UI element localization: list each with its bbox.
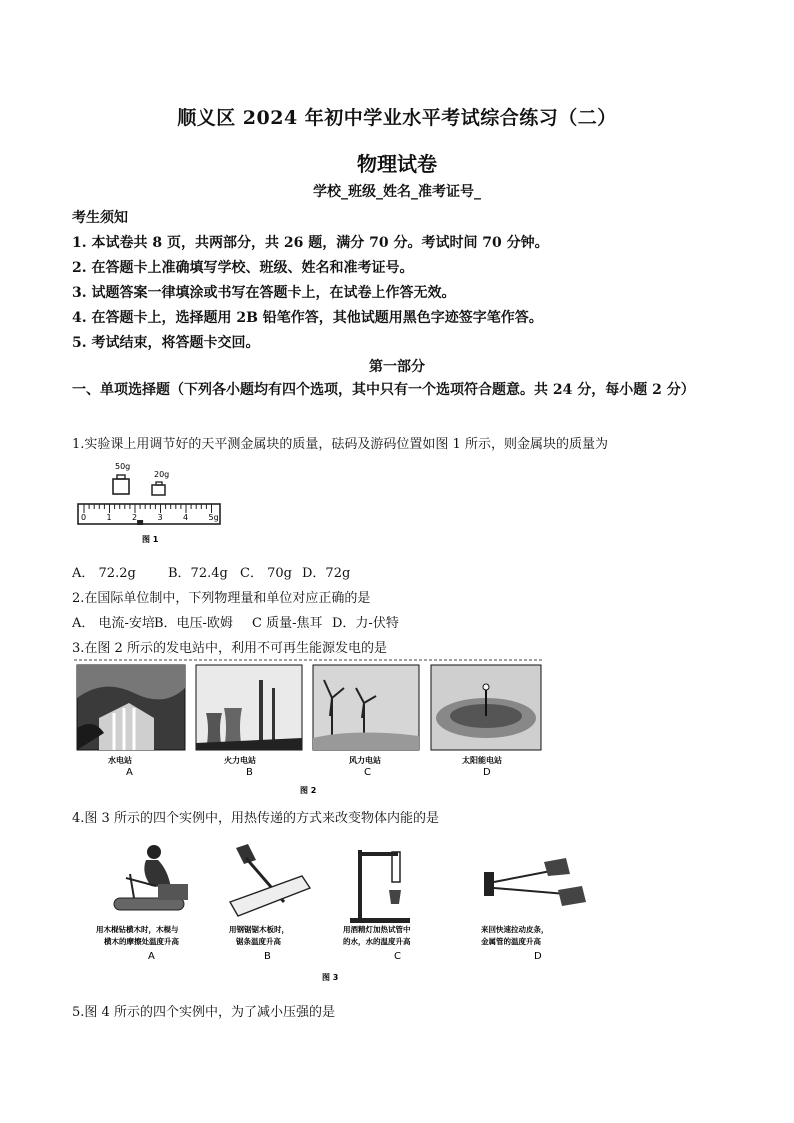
option-b[interactable]: B．电压-欧姆 (154, 616, 233, 631)
question-1-text: 1.实验课上用调节好的天平测金属块的质量，砝码及游码位置如图 1 所示，则金属块的质量为 (72, 437, 608, 452)
figure-1-caption: 图 1 (142, 535, 159, 544)
wind-station-image (313, 665, 419, 750)
weight-20g (152, 485, 165, 495)
option-b[interactable]: B．72.4g (168, 566, 228, 581)
panel-letter: C (364, 767, 371, 778)
scale-tick-label: 2 (132, 513, 138, 522)
panel-label: 水电站 (108, 756, 132, 765)
notice-item: 2. 在答题卡上准确填写学校、班级、姓名和准考证号。 (72, 260, 414, 276)
notice-item: 3. 试题答案一律填涂或书写在答题卡上，在试卷上作答无效。 (72, 285, 456, 301)
scale-ticks (81, 504, 219, 522)
solar-station-image (431, 665, 541, 750)
question-5-text: 5.图 4 所示的四个实例中，为了减小压强的是 (72, 1005, 335, 1020)
panel-letter: D (483, 767, 491, 778)
exam-subtitle: 物理试卷 (357, 152, 437, 176)
part-heading: 第一部分 (369, 359, 425, 375)
scale-tick-label: 5g (208, 513, 219, 522)
scale-tick-label: 0 (81, 513, 87, 522)
panel-caption: 用木棍钻横木时，木棍与 (96, 925, 179, 934)
student-info-line: 学校_班级_姓名_准考证号_ (313, 184, 481, 200)
option-d[interactable]: D．72g (302, 566, 351, 581)
hydro-station-image (77, 665, 185, 750)
question-1-options (72, 562, 350, 581)
panel-caption: 用钢锯锯木板时， (229, 925, 289, 934)
panel-letter: B (246, 767, 253, 778)
scale-tick-label: 1 (106, 513, 112, 522)
notice-item: 1. 本试卷共 8 页，共两部分，共 26 题，满分 70 分。考试时间 70 分钟。 (72, 235, 549, 251)
figure-1-balance-rider (76, 460, 226, 548)
exam-title: 顺义区 2024 年初中学业水平考试综合练习（二） (177, 107, 617, 129)
weight-50g-label: 50g (115, 462, 131, 471)
weight-50g (113, 479, 129, 494)
figure-3-caption: 图 3 (322, 973, 339, 982)
panel-label: 火力电站 (224, 756, 256, 765)
panel-letter: D (534, 951, 542, 962)
sawing-illustration (230, 844, 310, 916)
panel-letter: B (264, 951, 271, 962)
thermal-station-image (196, 665, 302, 750)
pulling-belt-illustration (484, 858, 586, 906)
panel-label: 太阳能电站 (462, 756, 502, 765)
option-d[interactable]: D．力-伏特 (332, 616, 399, 631)
figure-2-caption: 图 2 (300, 786, 317, 795)
panel-caption: 锯条温度升高 (236, 937, 281, 946)
drilling-wood-illustration (114, 845, 188, 910)
rider-marker (137, 520, 143, 525)
panel-letter: C (394, 951, 401, 962)
question-2-text: 2.在国际单位制中，下列物理量和单位对应正确的是 (72, 591, 371, 606)
option-c[interactable]: C． 70g (240, 566, 292, 581)
weight-20g-label: 20g (154, 470, 170, 479)
question-2-options (72, 612, 399, 631)
panel-label: 风力电站 (349, 756, 381, 765)
notice-heading: 考生须知 (72, 210, 128, 226)
question-3-text: 3.在图 2 所示的发电站中，利用不可再生能源发电的是 (72, 641, 387, 656)
notice-item: 4. 在答题卡上，选择题用 2B 铅笔作答，其他试题用黑色字迹签字笔作答。 (72, 310, 543, 326)
option-a[interactable]: A． 72.2g (72, 566, 136, 581)
scale-tick-label: 4 (183, 513, 189, 522)
panel-caption: 金属管的温度升高 (481, 937, 541, 946)
scale-tick-label: 3 (157, 513, 163, 522)
alcohol-lamp-illustration (350, 850, 410, 923)
option-c[interactable]: C 质量-焦耳 (252, 616, 323, 631)
notice-item: 5. 考试结束，将答题卡交回。 (72, 335, 260, 351)
section-title: 一、单项选择题（下列各小题均有四个选项，其中只有一个选项符合题意。共 24 分，每小题 2 分） (72, 382, 695, 398)
panel-letter: A (148, 951, 155, 962)
panel-caption: 的水，水的温度升高 (343, 937, 411, 946)
panel-letter: A (126, 767, 133, 778)
figure-3-heat-examples (96, 838, 606, 988)
figure-2-power-stations (74, 658, 544, 800)
panel-caption: 横木的摩擦处温度升高 (104, 937, 179, 946)
panel-caption: 用酒精灯加热试管中 (343, 925, 411, 934)
panel-caption: 来回快速拉动皮条， (481, 925, 549, 934)
question-4-text: 4.图 3 所示的四个实例中，用热传递的方式来改变物体内能的是 (72, 811, 439, 826)
option-a[interactable]: A． 电流-安培 (72, 616, 155, 631)
